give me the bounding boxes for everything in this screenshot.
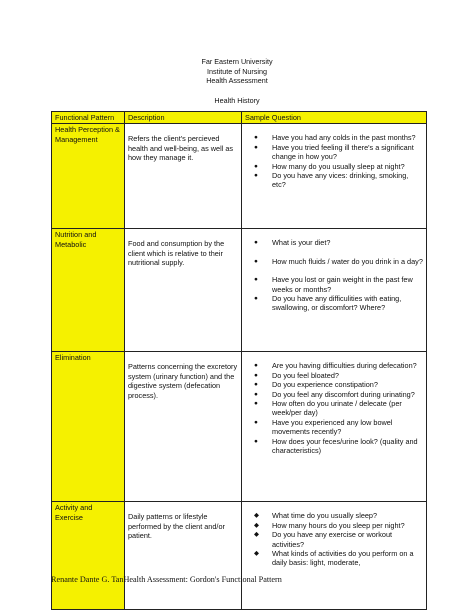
bullet-icon: ● xyxy=(254,172,258,180)
question-item: ◆ What time do you usually sleep? xyxy=(254,511,378,521)
questions-cell xyxy=(242,124,427,229)
bullet-icon: ● xyxy=(254,418,258,426)
document-header xyxy=(0,57,474,105)
question-item: ● Do you experience constipation? xyxy=(254,380,378,390)
footer-author: Renante Dante G. Tan xyxy=(51,575,124,584)
pattern-cell: Nutrition and Metabolic xyxy=(52,229,125,352)
footer-title: Health Assessment: Gordon's Functional Pattern xyxy=(123,575,282,584)
bullet-icon: ◆ xyxy=(254,521,259,529)
pattern-cell: Elimination xyxy=(52,352,125,502)
question-item: ◆ How many hours do you sleep per night? xyxy=(254,520,405,530)
description-cell: Daily patterns or lifestyle performed by the client and/or patient. xyxy=(125,502,242,610)
bullet-icon: ● xyxy=(254,371,258,379)
question-item: ◆ What kinds of activities do you perform on a daily basis: light, moderate, xyxy=(254,549,414,568)
functional-pattern-table xyxy=(51,111,427,610)
question-item: ● Are you having difficulties during defecation? xyxy=(254,361,417,371)
university-name: Far Eastern University xyxy=(201,57,273,66)
table-row xyxy=(52,124,427,229)
course-name: Health Assessment xyxy=(206,76,268,86)
question-item: ◆ Do you have any exercise or workout activities? xyxy=(254,530,393,549)
bullet-icon: ● xyxy=(254,143,258,151)
bullet-icon: ◆ xyxy=(254,550,259,558)
bullet-icon: ● xyxy=(254,276,258,284)
questions-cell xyxy=(242,229,427,352)
table-header-row xyxy=(52,112,427,124)
table-row xyxy=(52,502,427,610)
bullet-icon: ● xyxy=(254,400,258,408)
table-row xyxy=(52,352,427,502)
institute-name: Institute of Nursing xyxy=(207,66,267,76)
pattern-cell: Activity and Exercise xyxy=(52,502,125,610)
questions-cell xyxy=(242,502,427,610)
question-item: ● What is your diet? xyxy=(254,238,331,248)
question-item: ● Have you experienced any low bowel movements recently? xyxy=(254,417,393,437)
question-item: ● Do you feel any discomfort during urinating? xyxy=(254,389,415,399)
description-cell: Patterns concerning the excretory system (urinary function) and the digestive system (defecation process). xyxy=(125,352,242,502)
pattern-cell: Health Perception & Management xyxy=(52,124,125,229)
bullet-icon: ◆ xyxy=(254,512,259,520)
column-header-pattern: Functional Pattern xyxy=(52,112,125,124)
bullet-icon: ● xyxy=(254,390,258,398)
question-item: ● Have you lost or gain weight in the past few weeks or months? xyxy=(254,275,413,294)
bullet-icon: ● xyxy=(254,295,258,303)
column-header-question: Sample Question xyxy=(242,112,427,124)
page-footer xyxy=(51,575,431,584)
description-cell: Food and consumption by the client which is relative to their nutritional supply. xyxy=(125,229,242,352)
bullet-icon: ● xyxy=(254,437,258,445)
question-item: ● How often do you urinate / delecate (per week/per day) xyxy=(254,399,402,418)
question-item: ● Do you have any difficulities with eating, swallowing, or discomfort? Where? xyxy=(254,294,402,313)
question-item: ● Do you feel bloated? xyxy=(254,370,339,380)
question-item: ● Have you had any colds in the past months? xyxy=(254,133,416,143)
table-row xyxy=(52,229,427,352)
question-item: ● How much fluids / water do you drink in a day? xyxy=(254,256,423,266)
bullet-icon: ● xyxy=(254,162,258,170)
question-item: ● How does your feces/urine look? (quality and characteristics) xyxy=(254,436,418,456)
questions-cell xyxy=(242,352,427,502)
bullet-icon: ● xyxy=(254,381,258,389)
question-item: ● How many do you usually sleep at night? xyxy=(254,161,405,171)
description-cell: Refers the client's percieved health and well-being, as well as how they manage it. xyxy=(125,124,242,229)
bullet-icon: ● xyxy=(254,239,258,247)
column-header-description: Description xyxy=(125,112,242,124)
document-title: Health History xyxy=(214,95,260,105)
bullet-icon: ● xyxy=(254,257,258,265)
bullet-icon: ● xyxy=(254,134,258,142)
question-item: ● Have you tried feeling ill there's a significant change in how you? xyxy=(254,142,414,162)
question-item: ● Do you have any vices: drinking, smoking, etc? xyxy=(254,171,409,190)
bullet-icon: ◆ xyxy=(254,531,259,539)
bullet-icon: ● xyxy=(254,362,258,370)
